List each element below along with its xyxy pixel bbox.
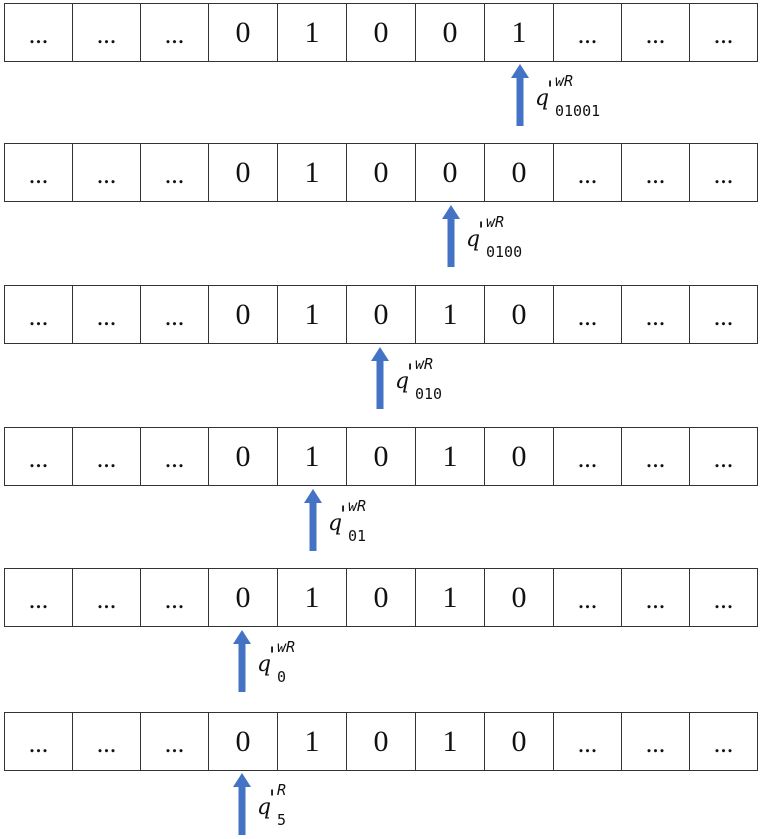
tape-row-5 <box>4 568 758 627</box>
tape-cell: ... <box>73 712 141 771</box>
up-arrow-icon <box>511 64 529 126</box>
tape-head-3 <box>371 347 501 413</box>
up-arrow-icon <box>304 489 322 551</box>
tape-head-1 <box>511 64 641 130</box>
tape-head-2 <box>442 205 572 271</box>
tape-row-1 <box>4 3 758 62</box>
tape-cell: 0 <box>485 568 554 627</box>
tape-cell: 0 <box>347 3 416 62</box>
tape-cell: ... <box>5 427 73 486</box>
head-state-label: q ' wR 0 <box>257 638 296 686</box>
tape-cell: ... <box>622 3 690 62</box>
tape-cell: 0 <box>485 712 554 771</box>
tape-head-4 <box>304 489 434 555</box>
tape-cell: ... <box>141 712 209 771</box>
tape-row-4 <box>4 427 758 486</box>
tape-cell: 0 <box>347 427 416 486</box>
tape-cell: ... <box>141 285 209 344</box>
tape-row-2 <box>4 143 758 202</box>
up-arrow-icon <box>371 347 389 409</box>
tape-cell: ... <box>622 712 690 771</box>
up-arrow-icon <box>442 205 460 267</box>
tape-cell: 0 <box>209 427 278 486</box>
tape-cell: 0 <box>416 3 485 62</box>
head-state-label: q ' wR 010 <box>395 355 443 403</box>
tape-cell: ... <box>622 285 690 344</box>
tape-cell: ... <box>141 427 209 486</box>
tape-cell: ... <box>690 568 758 627</box>
tape-cell: ... <box>141 3 209 62</box>
tape-cell: ... <box>690 427 758 486</box>
tape-cell: 0 <box>209 568 278 627</box>
tape-cell: 0 <box>347 285 416 344</box>
tape-row-6 <box>4 712 758 771</box>
head-state-label: q ' wR 0100 <box>466 213 523 261</box>
tape-cell: 1 <box>278 712 347 771</box>
head-state-label: q ' wR 01 <box>328 497 367 545</box>
tape-cell: ... <box>5 3 73 62</box>
tape-cell: ... <box>73 568 141 627</box>
tape-cell: 1 <box>485 3 554 62</box>
tape-cell: 0 <box>209 712 278 771</box>
tape-cell: ... <box>622 568 690 627</box>
tape-cell: ... <box>141 568 209 627</box>
tape-cell: 0 <box>347 568 416 627</box>
tape-cell: ... <box>690 3 758 62</box>
tape-cell: ... <box>554 3 622 62</box>
tape-cell: ... <box>5 568 73 627</box>
tape-cell: ... <box>73 143 141 202</box>
tape-cell: ... <box>690 285 758 344</box>
tape-cell: ... <box>73 3 141 62</box>
tape-cell: 1 <box>278 568 347 627</box>
tape-cell: 0 <box>209 3 278 62</box>
tape-cell: ... <box>622 427 690 486</box>
tape-cell: ... <box>73 285 141 344</box>
tape-cell: 0 <box>416 143 485 202</box>
tape-cell: ... <box>73 427 141 486</box>
tape-row-3 <box>4 285 758 344</box>
tape-cell: ... <box>554 427 622 486</box>
tape-head-5 <box>233 630 363 696</box>
tape-cell: ... <box>554 568 622 627</box>
tape-cell: 1 <box>416 712 485 771</box>
tape-cell: 1 <box>278 143 347 202</box>
tape-cell: 0 <box>209 143 278 202</box>
tape-head-6 <box>233 773 363 839</box>
tape-cell: ... <box>5 143 73 202</box>
tape-cell: 0 <box>485 427 554 486</box>
tape-cell: ... <box>554 143 622 202</box>
up-arrow-icon <box>233 630 251 692</box>
tape-cell: 1 <box>278 3 347 62</box>
tape-cell: 1 <box>278 285 347 344</box>
tape-cell: ... <box>622 143 690 202</box>
tape-cell: ... <box>554 285 622 344</box>
up-arrow-icon <box>233 773 251 835</box>
head-state-label: q ' wR 01001 <box>535 72 601 120</box>
tape-cell: 1 <box>416 568 485 627</box>
tape-cell: 1 <box>416 285 485 344</box>
head-state-label: q ' R 5 <box>257 781 287 829</box>
tape-cell: ... <box>690 712 758 771</box>
tape-cell: ... <box>141 143 209 202</box>
tape-cell: ... <box>554 712 622 771</box>
tape-cell: 1 <box>278 427 347 486</box>
tape-cell: 0 <box>209 285 278 344</box>
tape-cell: 0 <box>347 143 416 202</box>
tape-cell: 0 <box>347 712 416 771</box>
tape-cell: ... <box>690 143 758 202</box>
tape-cell: 0 <box>485 143 554 202</box>
tape-cell: ... <box>5 285 73 344</box>
tape-cell: ... <box>5 712 73 771</box>
tape-cell: 0 <box>485 285 554 344</box>
tape-cell: 1 <box>416 427 485 486</box>
